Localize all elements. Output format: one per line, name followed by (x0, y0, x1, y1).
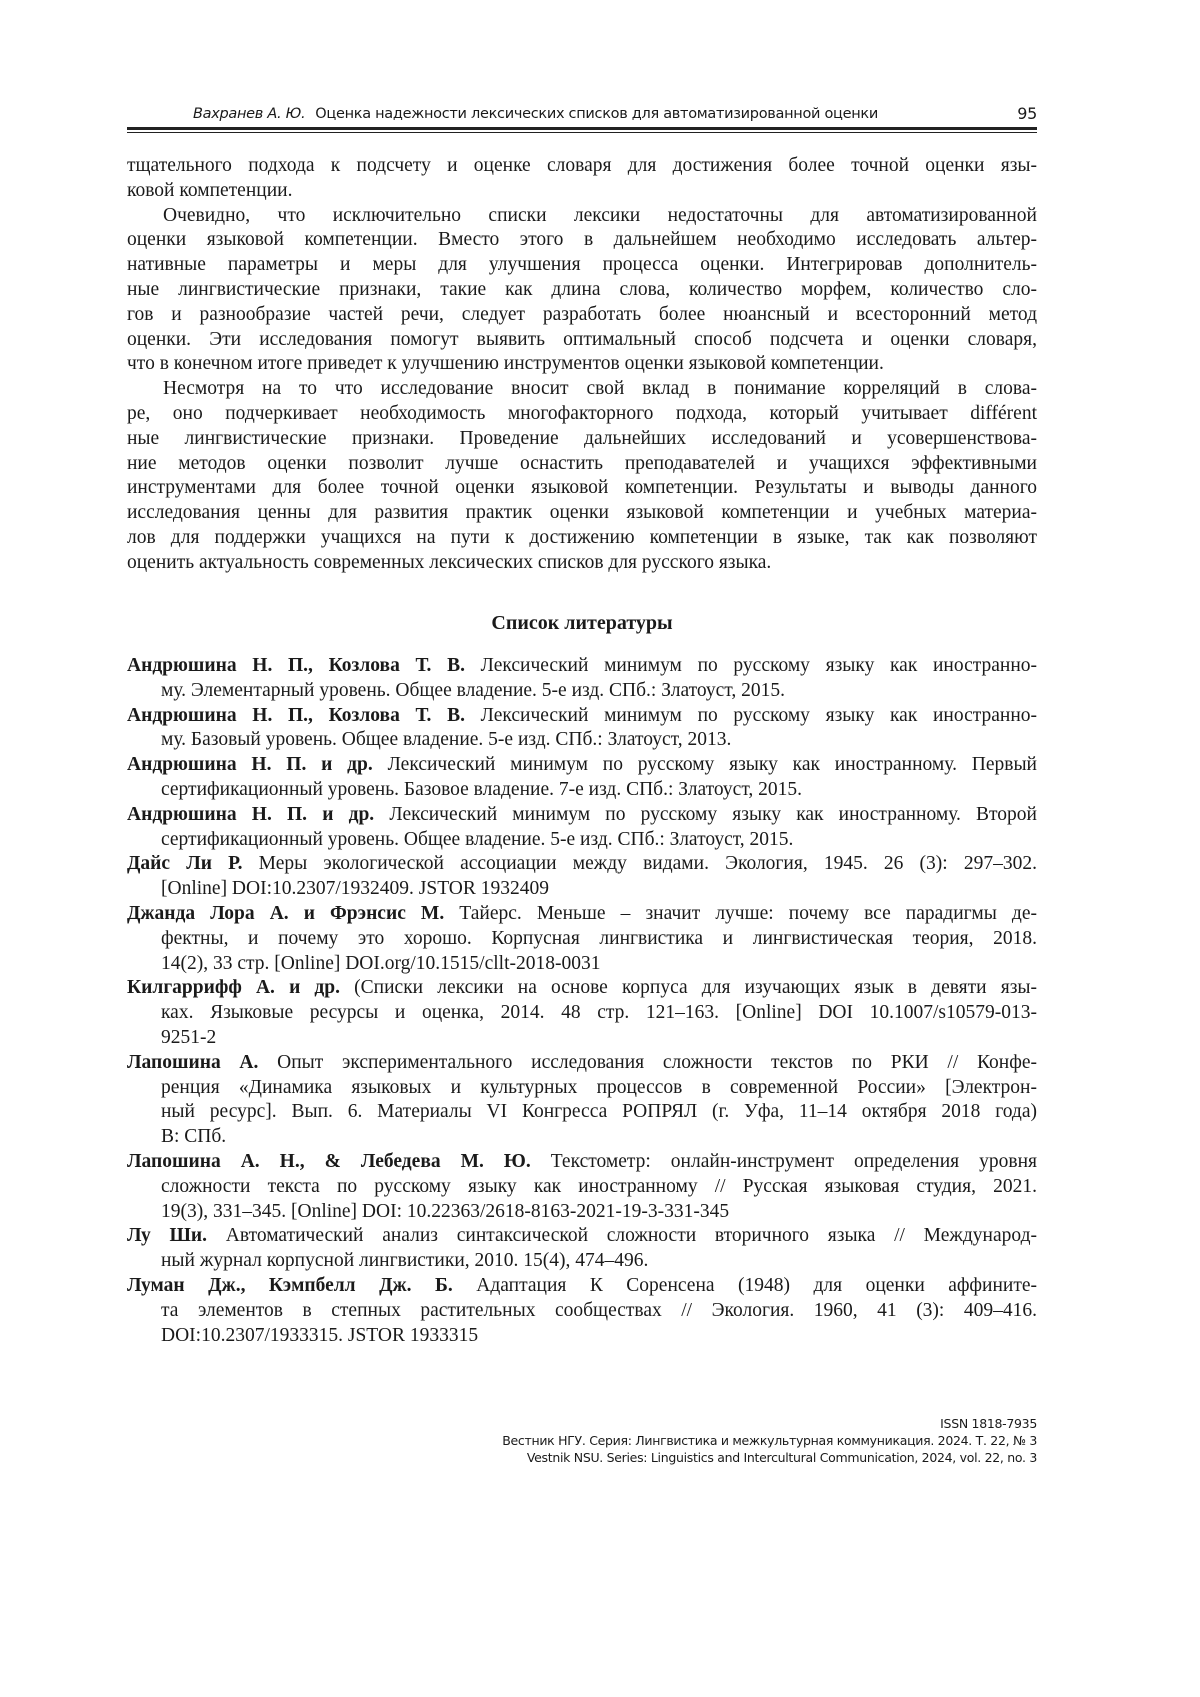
reference-text: Опыт экспериментального исследования сложности текстов по РКИ // Конфе- (277, 1052, 1037, 1073)
header-rule-thick (127, 127, 1037, 130)
reference-line: фектны, и почему это хорошо. Корпусная лингвистика и лингвистическая теория, 2018. (127, 927, 1037, 952)
reference-author: Андрюшина Н. П., Козлова Т. В. (127, 655, 465, 676)
reference-item (127, 1150, 1037, 1224)
text-line: Несмотря на то что исследование вносит свой вклад в понимание корреляций в слова- (127, 377, 1037, 402)
reference-text: Лексический минимум по русскому языку как иностранному. Второй (389, 804, 1037, 825)
reference-text: Текстометр: онлайн-инструмент определения уровня (551, 1151, 1037, 1172)
text-line: ные лингвистические признаки. Проведение дальнейших исследований и усовершенствова- (127, 427, 1037, 452)
reference-author: Лапошина А. (127, 1052, 258, 1073)
reference-line (127, 1051, 1037, 1076)
reference-author: Андрюшина Н. П. и др. (127, 754, 373, 775)
reference-line (127, 976, 1037, 1001)
reference-author: Дайс Ли Р. (127, 853, 242, 874)
reference-text: Автоматический анализ синтаксической сложности вторичного языка // Международ- (226, 1225, 1037, 1246)
reference-author: Луман Дж., Кэмпбелл Дж. Б. (127, 1275, 453, 1296)
reference-author: Лу Ши. (127, 1225, 207, 1246)
text-line: ние методов оценки позволит лучше оснастить преподавателей и учащихся эффективными (127, 452, 1037, 477)
reference-text: Меры экологической ассоциации между видами. Экология, 1945. 26 (3): 297–302. (259, 853, 1037, 874)
text-line: что в конечном итоге приведет к улучшению инструментов оценки языковой компетенции. (127, 352, 1037, 377)
reference-line (127, 803, 1037, 828)
reference-line: [Online] DOI:10.2307/1932409. JSTOR 1932409 (127, 877, 1037, 902)
footer-journal-ru: Вестник НГУ. Серия: Лингвистика и межкультурная коммуникация. 2024. Т. 22, № 3 (502, 1432, 1037, 1449)
reference-line: сложности текста по русскому языку как иностранному // Русская языковая студия, 2021. (127, 1175, 1037, 1200)
reference-author: Джанда Лора А. и Фрэнсис М. (127, 903, 444, 924)
reference-author: Лапошина А. Н., & Лебедева М. Ю. (127, 1151, 531, 1172)
reference-line: ный ресурс]. Вып. 6. Материалы VI Конгресса РОПРЯЛ (г. Уфа, 11–14 октября 2018 года) (127, 1100, 1037, 1125)
reference-line: DOI:10.2307/1933315. JSTOR 1933315 (127, 1324, 1037, 1349)
reference-line: ный журнал корпусной лингвистики, 2010. 15(4), 474–496. (127, 1249, 1037, 1274)
reference-author: Андрюшина Н. П. и др. (127, 804, 374, 825)
paragraph (127, 377, 1037, 575)
reference-line: В: СПб. (127, 1125, 1037, 1150)
reference-item (127, 803, 1037, 853)
reference-line (127, 1274, 1037, 1299)
reference-line: та элементов в степных растительных сообществах // Экология. 1960, 41 (3): 409–416. (127, 1299, 1037, 1324)
references-heading: Список литературы (127, 612, 1037, 635)
page-number: 95 (1017, 104, 1037, 123)
reference-item (127, 1274, 1037, 1348)
footer-issn: ISSN 1818-7935 (502, 1415, 1037, 1432)
running-header (127, 102, 1037, 126)
reference-author: Андрюшина Н. П., Козлова Т. В. (127, 705, 465, 726)
text-line: ковой компетенции. (127, 179, 1037, 204)
reference-line: сертификационный уровень. Общее владение. 5-е изд. СПб.: Златоуст, 2015. (127, 828, 1037, 853)
reference-line: ках. Языковые ресурсы и оценка, 2014. 48 стр. 121–163. [Online] DOI 10.1007/s10579-013- (127, 1001, 1037, 1026)
reference-author: Килгаррифф А. и др. (127, 977, 340, 998)
text-line: оценки языковой компетенции. Вместо этого в дальнейшем необходимо исследовать альтер- (127, 228, 1037, 253)
reference-line: ренция «Динамика языковых и культурных процессов в современной России» [Электрон- (127, 1076, 1037, 1101)
reference-item (127, 753, 1037, 803)
text-line: Очевидно, что исключительно списки лексики недостаточны для автоматизированной (127, 204, 1037, 229)
body-text (127, 154, 1037, 576)
reference-line (127, 654, 1037, 679)
text-line: ные лингвистические признаки, такие как длина слова, количество морфем, количество сло- (127, 278, 1037, 303)
reference-line: сертификационный уровень. Базовое владение. 7-е изд. СПб.: Златоуст, 2015. (127, 778, 1037, 803)
header-rule-thin (127, 132, 1037, 133)
paragraph (127, 154, 1037, 204)
reference-item (127, 852, 1037, 902)
reference-text: Лексический минимум по русскому языку как иностранному. Первый (388, 754, 1037, 775)
text-line: нативные параметры и меры для улучшения процесса оценки. Интегрировав дополнитель- (127, 253, 1037, 278)
text-line: гов и разнообразие частей речи, следует разработать более нюансный и всесторонний метод (127, 303, 1037, 328)
footer-journal-en: Vestnik NSU. Series: Linguistics and Intercultural Communication, 2024, vol. 22, no. 3 (502, 1449, 1037, 1466)
reference-line: 19(3), 331–345. [Online] DOI: 10.22363/2618-8163-2021-19-3-331-345 (127, 1200, 1037, 1225)
reference-item (127, 976, 1037, 1050)
text-line: лов для поддержки учащихся на пути к достижению компетенции в языке, так как позволяют (127, 526, 1037, 551)
reference-text: Тайерс. Меньше – значит лучше: почему все парадигмы де- (459, 903, 1037, 924)
reference-line (127, 704, 1037, 729)
page-footer (502, 1415, 1037, 1466)
reference-text: (Списки лексики на основе корпуса для изучающих язык в девяти язы- (354, 977, 1037, 998)
reference-line (127, 1150, 1037, 1175)
text-line: тщательного подхода к подсчету и оценке словаря для достижения более точной оценки язы- (127, 154, 1037, 179)
text-line: исследования ценны для развития практик оценки языковой компетенции и учебных материа- (127, 501, 1037, 526)
reference-item (127, 1051, 1037, 1150)
paragraph (127, 204, 1037, 378)
text-line: оценки. Эти исследования помогут выявить оптимальный способ подсчета и оценки словаря, (127, 328, 1037, 353)
reference-line: 14(2), 33 стр. [Online] DOI.org/10.1515/cllt-2018-0031 (127, 952, 1037, 977)
reference-line (127, 1224, 1037, 1249)
reference-text: Лексический минимум по русскому языку как иностранно- (481, 705, 1037, 726)
reference-line (127, 753, 1037, 778)
header-author: Вахранев А. Ю. (193, 106, 305, 122)
text-line: ре, оно подчеркивает необходимость многофакторного подхода, который учитывает différent (127, 402, 1037, 427)
text-line: оценить актуальность современных лексических списков для русского языка. (127, 551, 1037, 576)
references-list (127, 654, 1037, 1348)
header-title: Оценка надежности лексических списков для автоматизированной оценки (315, 106, 878, 122)
reference-item (127, 902, 1037, 976)
reference-line: му. Базовый уровень. Общее владение. 5-е изд. СПб.: Златоуст, 2013. (127, 728, 1037, 753)
reference-item (127, 654, 1037, 704)
reference-item (127, 1224, 1037, 1274)
reference-text: Лексический минимум по русскому языку как иностранно- (481, 655, 1037, 676)
reference-line (127, 902, 1037, 927)
reference-text: Адаптация К Соренсена (1948) для оценки аффините- (476, 1275, 1037, 1296)
reference-line: му. Элементарный уровень. Общее владение. 5-е изд. СПб.: Златоуст, 2015. (127, 679, 1037, 704)
reference-line (127, 852, 1037, 877)
reference-line: 9251-2 (127, 1026, 1037, 1051)
text-line: инструментами для более точной оценки языковой компетенции. Результаты и выводы данного (127, 476, 1037, 501)
reference-item (127, 704, 1037, 754)
